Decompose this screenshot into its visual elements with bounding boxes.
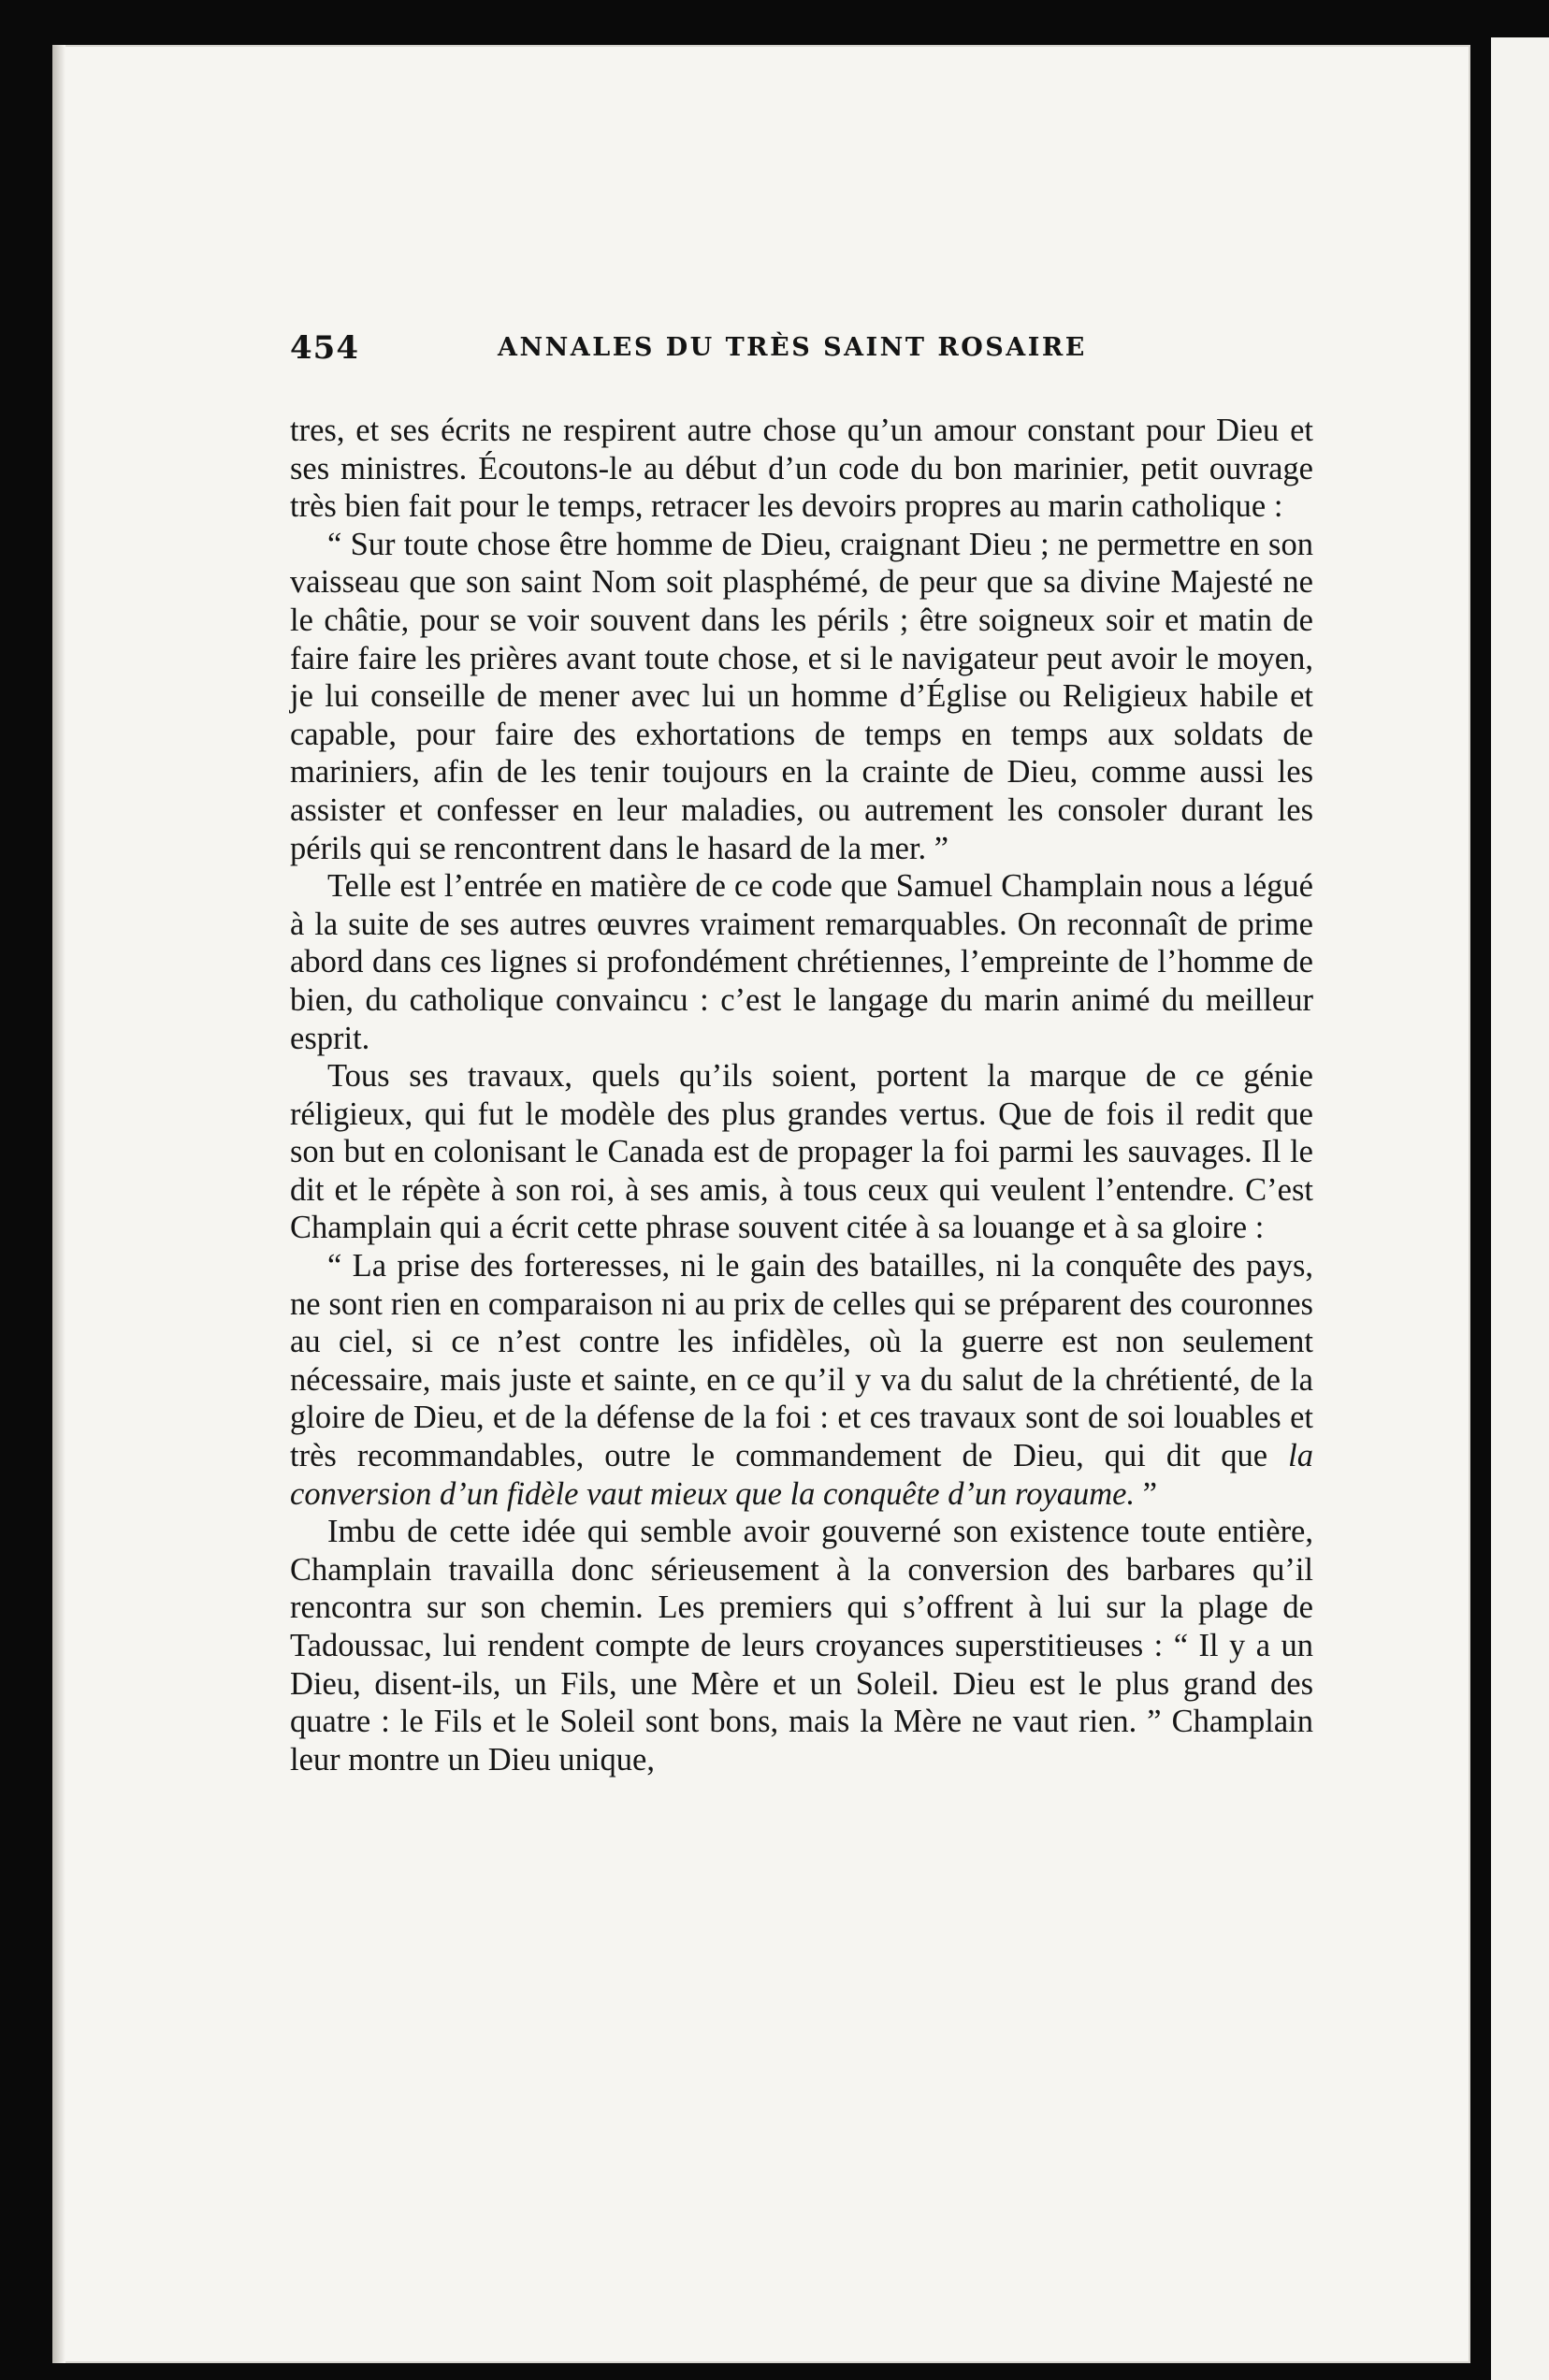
paragraph: Telle est l’entrée en matière de ce code que Samuel Champlain nous a légué à la suite de ses autres œuvres vraiment remarquables. On reconnaît de prime abord dans ces lignes si profondément chrétiennes, l’empreinte de l’homme de bien, du catholique convaincu : c’est le langage du marin animé du meilleur esprit. bbox=[290, 868, 1313, 1056]
running-title: ANNALES DU TRÈS SAINT ROSAIRE bbox=[498, 333, 1087, 362]
quotation-paragraph: “ Sur toute chose être homme de Dieu, craignant Dieu ; ne permettre en son vaisseau que son saint Nom soit plasphémé, de peur que sa divine Majesté ne le châtie, pour se voir souvent dans les périls ; être soigneux soir et matin de faire faire les prières avant toute chose, et si le navigateur peut avoir le moyen, je lui conseille de mener avec lui un homme d’Église ou Religieux habile et capable, pour faire des exhortations de temps en temps aux soldats de mariniers, afin de les tenir toujours en la crainte de Dieu, comme aussi les assister et confesser en leur maladies, ou autrement les consoler durant les périls qui se rencontrent dans le hasard de la mer. ” bbox=[290, 526, 1313, 866]
running-header bbox=[290, 329, 1338, 376]
paragraph: Imbu de cette idée qui semble avoir gouverné son existence toute entière, Champlain travailla donc sérieusement à la conversion des barbares qu’il rencontra sur son chemin. Les premiers qui s’offrent à lui sur la plage de Tadoussac, lui rendent compte de leurs croyances superstitieuses : “ Il y a un Dieu, disent-ils, un Fils, une Mère et un Soleil. Dieu est le plus grand des quatre : le Fils et le Soleil sont bons, mais la Mère ne vaut rien. ” Champlain leur montre un Dieu unique, bbox=[290, 1514, 1313, 1778]
quotation-paragraph bbox=[290, 1247, 1313, 1513]
body-text bbox=[290, 412, 1313, 1778]
paragraph: tres, et ses écrits ne respirent autre chose qu’un amour constant pour Dieu et ses ministres. Écoutons-le au début d’un code du bon marinier, petit ouvrage très bien fait pour le temps, retracer les devoirs propres au marin catholique : bbox=[290, 413, 1313, 525]
page-shadow bbox=[52, 45, 65, 2363]
page-number: 454 bbox=[290, 329, 359, 367]
book-gutter bbox=[1470, 28, 1491, 2380]
quotation-text: “ La prise des forteresses, ni le gain des batailles, ni la conquête des pays, ne sont rien en comparaison ni au prix de celles qui se préparent des couronnes au ciel, si ce n’est contre les infidèles, où la guerre est non seulement nécessaire, mais juste et sainte, en ce qu’il y va du salut de la chrétienté, de la gloire de Dieu, et de la défense de la foi : et ces travaux sont de soi louables et très recommandables, outre le commandement de Dieu, qui dit que bbox=[290, 1248, 1313, 1474]
italic-quotation: la conversion d’un fidèle vaut mieux que la conquête d’un royaume. bbox=[290, 1438, 1313, 1512]
paragraph: Tous ses travaux, quels qu’ils soient, portent la marque de ce génie réligieux, qui fut le modèle des plus grandes vertus. Que de fois il redit que son but en colonisant le Canada est de propager la foi parmi les sauvages. Il le dit et le répète à son roi, à ses amis, à tous ceux qui veulent l’entendre. C’est Champlain qui a écrit cette phrase souvent citée à sa louange et à sa gloire : bbox=[290, 1058, 1313, 1246]
facing-page-edge bbox=[1491, 37, 1549, 2380]
closing-quote: ” bbox=[1135, 1475, 1158, 1512]
